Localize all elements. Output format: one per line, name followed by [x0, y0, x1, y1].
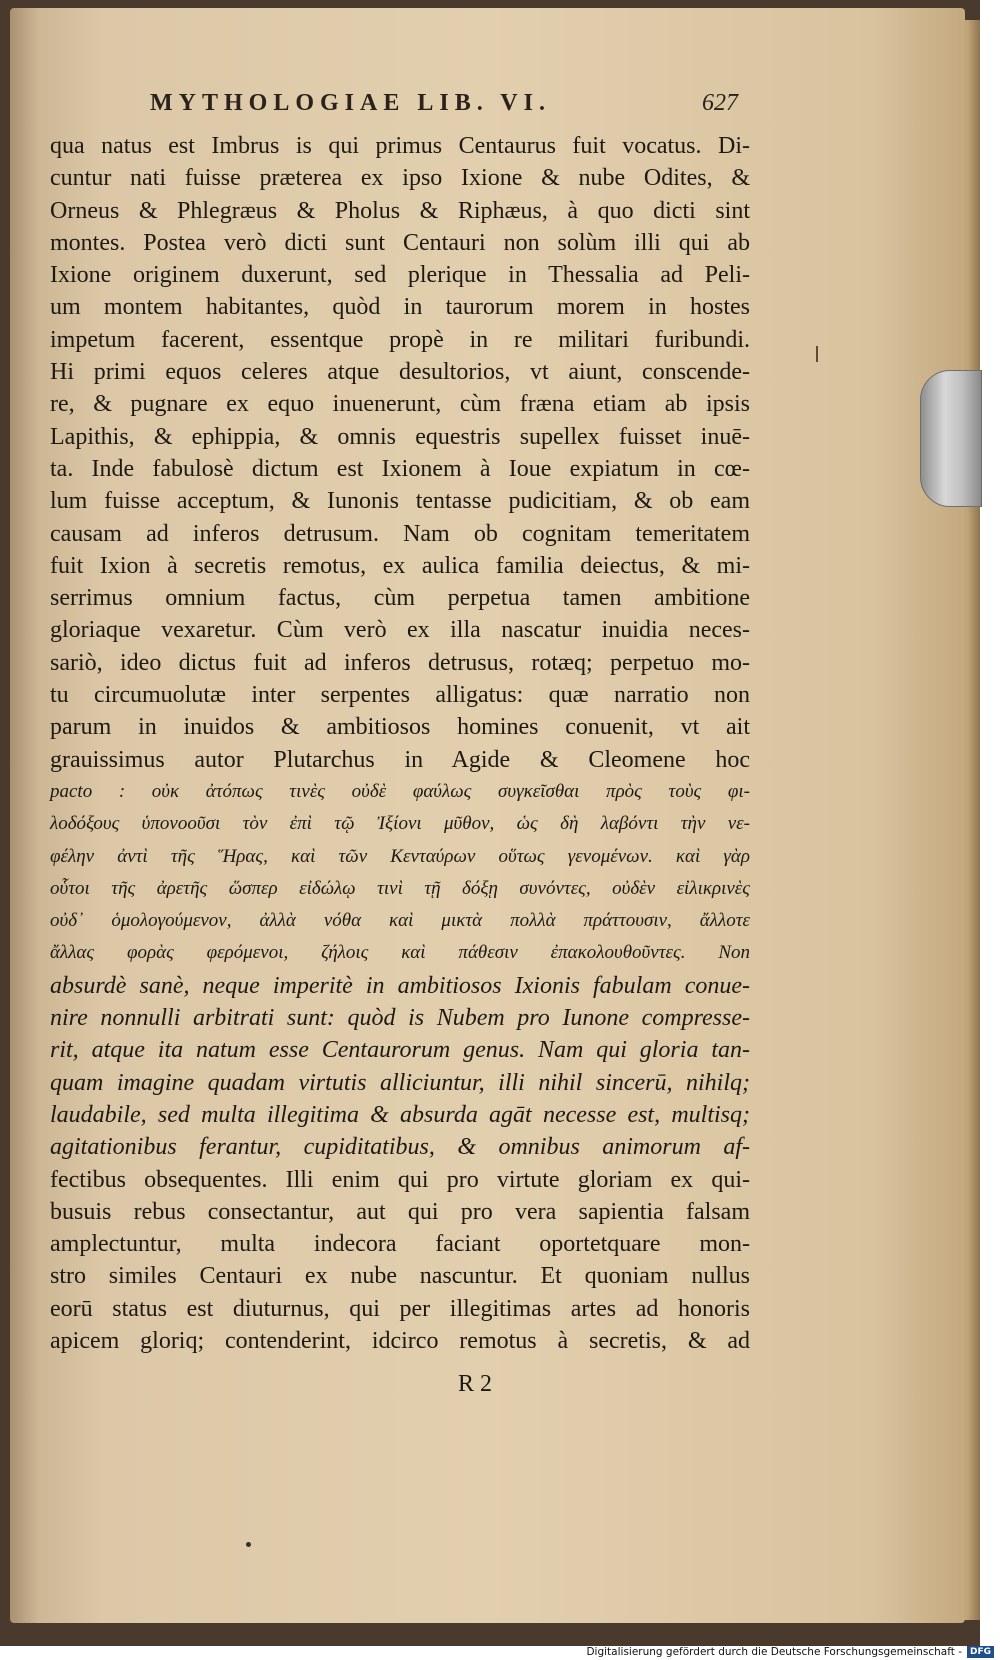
text-line: causam ad inferos detrusum. Nam ob cognitam temeritatem: [50, 520, 750, 547]
digitization-credit: [586, 1646, 994, 1658]
page-number: 627: [702, 90, 738, 116]
text-line: impetum facerent, essentque propè in re militari furibundi.: [50, 326, 750, 353]
dfg-logo-icon: DFG: [967, 1646, 994, 1658]
book-page: [10, 8, 965, 1623]
greek-text-line: pacto : οὐκ ἀτόπως τινὲς οὐδὲ φαύλως συγκεῖσθαι πρὸς τοὺς φι-: [50, 780, 750, 802]
text-line: Hi primi equos celeres atque desultorios, vt aiunt, conscende-: [50, 359, 750, 386]
text-line: tu circumuolutæ inter serpentes alligatus: quæ narratio non: [50, 682, 750, 709]
italic-text-line: nire nonnulli arbitrati sunt: quòd is Nubem pro Iunone compresse-: [50, 1005, 750, 1032]
body-text: [50, 130, 750, 1357]
greek-text-line: ἄλλας φορὰς φερόμενοι, ζήλοις καὶ πάθεσιν ἐπακολουθοῦντες. Non: [50, 942, 750, 964]
text-line: cuntur nati fuisse præterea ex ipso Ixione & nube Odites, &: [50, 165, 750, 192]
italic-text-line: quam imagine quadam virtutis alliciuntur, illi nihil sincerū, nihilq;: [50, 1069, 750, 1096]
text-line: sariò, ideo dictus fuit ad inferos detrusus, rotæq; perpetuo mo-: [50, 649, 750, 676]
text-line: lum fuisse acceptum, & Iunonis tentasse pudicitiam, & ob eam: [50, 488, 750, 515]
credit-text: Digitalisierung gefördert durch die Deutsche Forschungsgemeinschaft -: [586, 1646, 962, 1658]
signature-mark: R 2: [458, 1371, 493, 1397]
margin-mark: [816, 346, 818, 362]
text-line: Ixione originem duxerunt, sed plerique in Thessalia ad Peli-: [50, 262, 750, 289]
text-line: serrimus omnium factus, cùm perpetua tamen ambitione: [50, 585, 750, 612]
text-line: fuit Ixion à secretis remotus, ex aulica familia deiectus, & mi-: [50, 552, 750, 579]
text-line: Lapithis, & ephippia, & omnis equestris supellex fuisset inuē-: [50, 423, 750, 450]
italic-text-line: agitationibus ferantur, cupiditatibus, & omnibus animorum af-: [50, 1134, 750, 1161]
text-line: Orneus & Phlegræus & Pholus & Riphæus, à quo dicti sint: [50, 197, 750, 224]
text-line: stro similes Centauri ex nube nascuntur. Et quoniam nullus: [50, 1263, 750, 1290]
text-line: grauissimus autor Plutarchus in Agide & Cleomene hoc: [50, 746, 750, 773]
italic-text-line: absurdè sanè, neque imperitè in ambitiosos Ixionis fabulam conue-: [50, 972, 750, 999]
text-line: um montem habitantes, quòd in taurorum morem in hostes: [50, 294, 750, 321]
italic-text-line: laudabile, sed multa illegitima & absurda agāt necesse est, multisq;: [50, 1101, 750, 1128]
greek-text-line: οὗτοι τῆς ἀρετῆς ὥσπερ εἰδώλῳ τινὶ τῇ δόξῃ συνόντες, οὐδὲν εἰλικρινὲς: [50, 877, 750, 899]
text-line: busuis rebus consectantur, aut qui pro vera sapientia falsam: [50, 1198, 750, 1225]
text-line: parum in inuidos & ambitiosos homines conuenit, vt ait: [50, 714, 750, 741]
page-clip: [920, 370, 982, 507]
text-line: eorū status est diuturnus, qui per illegitimas artes ad honoris: [50, 1295, 750, 1322]
italic-text-line: rit, atque ita natum esse Centaurorum genus. Nam qui gloria tan-: [50, 1037, 750, 1064]
text-line: qua natus est Imbrus is qui primus Centaurus fuit vocatus. Di-: [50, 133, 750, 159]
ink-dot: [246, 1542, 251, 1547]
greek-text-line: οὐδ᾽ ὁμολογούμενον, ἀλλὰ νόθα καὶ μικτὰ πολλὰ πράττουσιν, ἄλλοτε: [50, 910, 750, 932]
greek-text-line: φέλην ἀντὶ τῆς Ἥρας, καὶ τῶν Κενταύρων οὕτως γενομένων. καὶ γὰρ: [50, 845, 750, 867]
text-line: re, & pugnare ex equo inuenerunt, cùm fræna etiam ab ipsis: [50, 391, 750, 418]
running-title: MYTHOLOGIAE LIB. VI.: [150, 90, 551, 116]
text-line: gloriaque vexaretur. Cùm verò ex illa nascatur inuidia neces-: [50, 617, 750, 644]
text-line: montes. Postea verò dicti sunt Centauri non solùm illi qui ab: [50, 229, 750, 256]
greek-text-line: λοδόξους ὑπονοοῦσι τὸν ἐπὶ τῷ Ἰξίονι μῦθον, ὡς δὴ λαβόντι τὴν νε-: [50, 813, 750, 835]
text-line: apicem gloriq; contenderint, idcirco remotus à secretis, & ad: [50, 1327, 750, 1354]
text-line: amplectuntur, multa indecora faciant oportetquare mon-: [50, 1231, 750, 1258]
text-line: fectibus obsequentes. Illi enim qui pro virtute gloriam ex qui-: [50, 1166, 750, 1193]
text-line: ta. Inde fabulosè dictum est Ixionem à Ioue expiatum in cœ-: [50, 455, 750, 482]
